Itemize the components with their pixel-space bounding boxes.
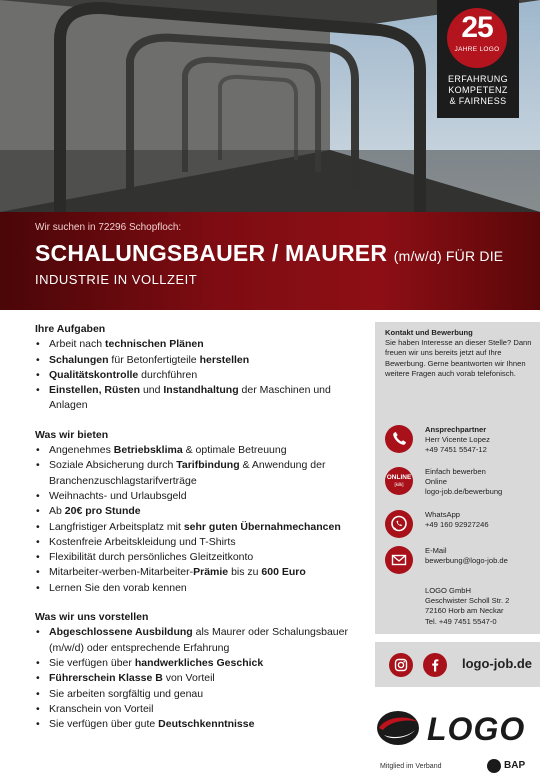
anniversary-sub: JAHRE LOGO [454, 46, 500, 53]
list-item-text: bis zu [228, 566, 262, 579]
company-street: Geschwister Scholl Str. 2 [425, 596, 510, 606]
list-item-text: von Vorteil [162, 672, 215, 685]
bullet-list [35, 337, 353, 413]
logo-wordmark: LOGO [427, 711, 526, 747]
list-item [35, 535, 353, 550]
facebook-icon[interactable] [423, 653, 447, 677]
instagram-icon[interactable] [389, 653, 413, 677]
list-item [35, 550, 353, 565]
company-city: 72160 Horb am Neckar [425, 606, 504, 616]
logo-mark-icon [375, 708, 421, 748]
emphasis-text: Instandhaltung [163, 384, 239, 397]
list-item-text: Langfristiger Arbeitsplatz mit [49, 520, 184, 533]
badge-tagline-line: ERFAHRUNG [447, 74, 509, 84]
badge-tagline-line: KOMPETENZ [448, 85, 508, 95]
list-item [35, 625, 353, 656]
contact-person-text [425, 425, 540, 456]
job-location-intro: Wir suchen in 72296 Schopfloch: [35, 222, 182, 233]
emphasis-text: herstellen [199, 353, 250, 366]
list-item-text: Soziale Absicherung durch [49, 459, 177, 472]
job-title-main: SCHALUNGSBAUER / MAURER [35, 240, 388, 266]
list-item-text: als Maurer oder Schalungsbauer (m/w/d) oder entsprechende Erfahrung [49, 626, 348, 654]
job-details [35, 322, 353, 746]
membership-note: Mitglied im Verband [380, 763, 442, 770]
company-logo [375, 708, 530, 748]
badge-tagline [441, 74, 515, 107]
list-item [35, 368, 353, 383]
contact-whatsapp-text [425, 510, 540, 530]
contact-label: Einfach bewerben [425, 467, 486, 476]
online-icon-text: ONLINE [386, 474, 412, 481]
list-item-text: & optimale Betreuung [182, 444, 287, 457]
list-item-text: Lernen Sie den vorab kennen [49, 581, 187, 594]
contact-intro [385, 328, 535, 379]
website-link[interactable]: logo-job.de [462, 656, 533, 671]
list-item-text: Sie verfügen über gute [49, 718, 159, 731]
online-icon[interactable] [385, 467, 413, 495]
emphasis-text: Deutschkenntnisse [158, 718, 255, 731]
section [35, 322, 353, 414]
section-heading: Was wir bieten [35, 428, 109, 441]
list-item [35, 520, 353, 535]
list-item-text: Mitarbeiter-werben-Mitarbeiter- [49, 566, 194, 579]
contact-label: Ansprechpartner [425, 425, 487, 434]
mail-icon[interactable] [385, 546, 413, 574]
section [35, 610, 353, 732]
list-item-text: Sie verfügen über [49, 656, 135, 669]
contact-phone[interactable]: +49 7451 5547-12 [425, 445, 487, 455]
emphasis-text: Tarifbindung [176, 459, 240, 472]
list-item-text: Kostenfreie Arbeitskleidung und T-Shirts [49, 535, 236, 548]
list-item-text: der Maschinen und Anlagen [49, 384, 331, 412]
emphasis-text: Prämie [193, 566, 229, 579]
contact-email-text [425, 546, 540, 566]
company-name: LOGO GmbH [425, 586, 471, 595]
list-item-text: Arbeit nach [49, 338, 106, 351]
emphasis-text: Abgeschlossene Ausbildung [49, 626, 193, 639]
emphasis-text: Führerschein Klasse B [49, 672, 163, 685]
list-item-text: Kranschein von Vorteil [49, 702, 154, 715]
company-address [425, 586, 540, 627]
email-address[interactable]: bewerbung@logo-job.de [425, 556, 508, 566]
emphasis-text: handwerkliches Geschick [134, 656, 264, 669]
list-item [35, 458, 353, 489]
emphasis-text: technischen Plänen [105, 338, 204, 351]
emphasis-text: sehr guten Übernahmechancen [183, 520, 341, 533]
emphasis-text: Qualitätskontrolle [49, 368, 139, 381]
list-item [35, 443, 353, 458]
bullet-list [35, 443, 353, 596]
job-title-suffix: (m/w/d) FÜR DIE [393, 248, 504, 264]
list-item [35, 489, 353, 504]
list-item [35, 581, 353, 596]
list-item [35, 504, 353, 519]
list-item [35, 717, 353, 732]
title-band [0, 212, 540, 310]
contact-name: Herr Vicente Lopez [425, 435, 490, 445]
list-item-text: durchführen [138, 368, 198, 381]
bap-wordmark: BAP [504, 760, 526, 771]
job-title [35, 240, 503, 267]
whatsapp-icon[interactable] [385, 510, 413, 538]
contact-label: E-Mail [425, 546, 447, 555]
emphasis-text: 600 Euro [261, 566, 306, 579]
job-subtitle: INDUSTRIE IN VOLLZEIT [35, 272, 198, 287]
list-item [35, 671, 353, 686]
list-item-text: Weihnachts- und Urlaubsgeld [49, 489, 187, 502]
contact-label: WhatsApp [425, 510, 461, 519]
anniversary-badge [437, 0, 519, 118]
list-item-text: für Betonfertigteile [108, 353, 200, 366]
list-item [35, 702, 353, 717]
emphasis-text: 20€ pro Stunde [64, 505, 141, 518]
list-item-text: Angenehmes [49, 444, 114, 457]
anniversary-circle [447, 8, 507, 68]
company-phone[interactable]: Tel. +49 7451 5547-0 [425, 616, 497, 626]
list-item [35, 687, 353, 702]
section [35, 428, 353, 596]
social-bar [375, 642, 540, 687]
application-link[interactable]: logo-job.de/bewerbung [425, 487, 503, 497]
contact-online-text [425, 467, 540, 498]
online-icon-small: [kilk] [394, 482, 404, 487]
list-item-text: & Anwendung der Branchenzuschlagstarifverträge [49, 459, 326, 487]
online-icon-label [385, 474, 413, 488]
emphasis-text: Einstellen, Rüsten [49, 384, 141, 397]
badge-tagline-line: & FAIRNESS [449, 96, 507, 106]
contact-label: Online [425, 477, 447, 487]
emphasis-text: Schalungen [49, 353, 109, 366]
list-item [35, 353, 353, 368]
list-item [35, 383, 353, 414]
bullet-list [35, 625, 353, 732]
contact-intro-text: Sie haben Interesse an dieser Stelle? Dann freuen wir uns bereits jetzt auf Ihre Bewerbung. Gerne beantworten wir Ihnen weitere Fragen auch vorab telefonisch. [385, 338, 532, 378]
section-heading: Was wir uns vorstellen [35, 611, 149, 624]
emphasis-text: Betriebsklima [113, 444, 183, 457]
list-item [35, 337, 353, 352]
list-item-text: Ab [49, 505, 65, 518]
bap-mark-icon [487, 759, 501, 773]
section-heading: Ihre Aufgaben [35, 323, 106, 335]
list-item [35, 565, 353, 580]
list-item-text: Flexibilität durch persönliches Gleitzeitkonto [49, 551, 254, 564]
anniversary-number: 25 [461, 11, 493, 44]
list-item [35, 656, 353, 671]
list-item-text: und [140, 384, 164, 397]
phone-icon[interactable] [385, 425, 413, 453]
contact-intro-heading: Kontakt und Bewerbung [385, 328, 473, 337]
whatsapp-number[interactable]: +49 160 92927246 [425, 520, 489, 530]
hero-image [0, 0, 540, 212]
contact-sidebar [375, 322, 540, 634]
list-item-text: Sie arbeiten sorgfältig und genau [49, 687, 204, 700]
